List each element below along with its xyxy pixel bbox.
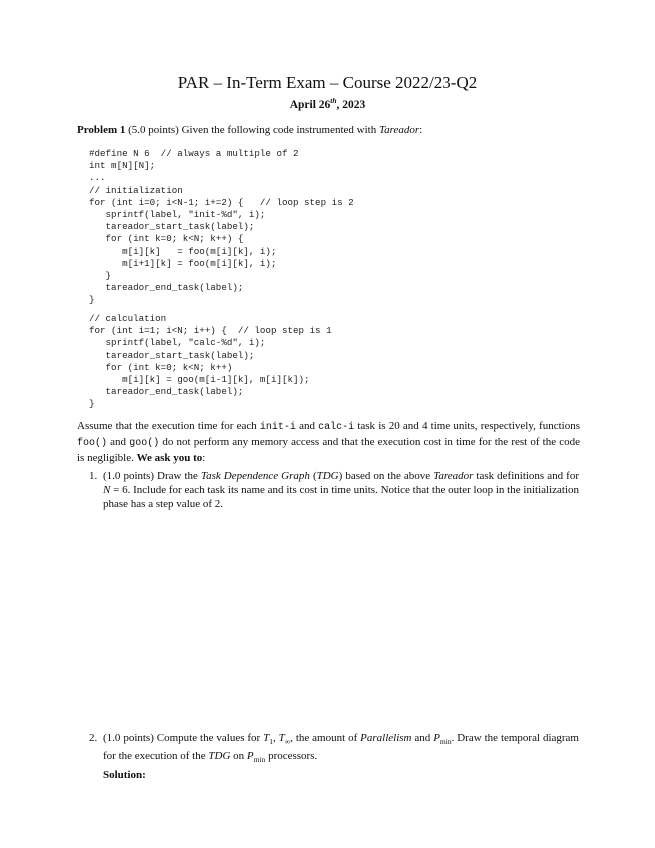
assumptions-paragraph: Assume that the execution time for each init-i and calc-i task is 20 and 4 time units, respectively, functions foo() and goo() do not perform any memory access and that the execution cost in time for the rest of the code is negligible. We ask you to: — [77, 420, 581, 464]
problem-statement: Problem 1 (5.0 points) Given the following code instrumented with Tareador: — [77, 124, 423, 136]
question-1 — [89, 469, 579, 513]
tool-name: Tareador — [378, 124, 420, 136]
solution-label: Solution: — [103, 769, 146, 782]
exam-title: PAR – In-Term Exam – Course 2022/23-Q2 — [177, 73, 478, 92]
question-number: 1. — [89, 470, 98, 482]
question-text: (1.0 points) Draw the Task Dependence Graph (TDG) based on the above Tareador task definitions and for N = 6. Include for each task its name and its cost in time units. Notice that the outer loop in the initialization phase has a step value of 2. — [103, 470, 579, 510]
exam-date: April 26th, 2023 — [289, 96, 366, 111]
question-2 — [89, 731, 579, 781]
problem-label: Problem 1 — [77, 124, 126, 136]
question-number: 2. — [89, 732, 98, 744]
code-block-calculation: // calculation for (int i=1; i<N; i++) { // loop step is 1 sprintf(label, "calc-%d", i); tareador_start_task(label); for (int k=0; k<N; k++) m[i][k] = goo(m[i-1][k], m[i][k]); tareador_end_task(label); } — [89, 313, 332, 410]
code-block-initialization: #define N 6 // always a multiple of 2 int m[N][N]; ... // initialization for (int i=0; i<N-1; i+=2) { // loop step is 2 sprintf(label, "init-%d", i); tareador_start_task(label); for (int k=0; k<N; k++) { m[i][k] = foo(m[i][k], i); m[i+1][k] = foo(m[i][k], i); } tareador_end_task(label); } — [89, 148, 354, 306]
question-text: (1.0 points) Compute the values for $T_1$, $T_\infty$, the amount of Parallelism and $P_{min}$. Draw the temporal diagram for the execution of the TDG on $P_{min}$ processors. Solution: — [103, 732, 579, 782]
